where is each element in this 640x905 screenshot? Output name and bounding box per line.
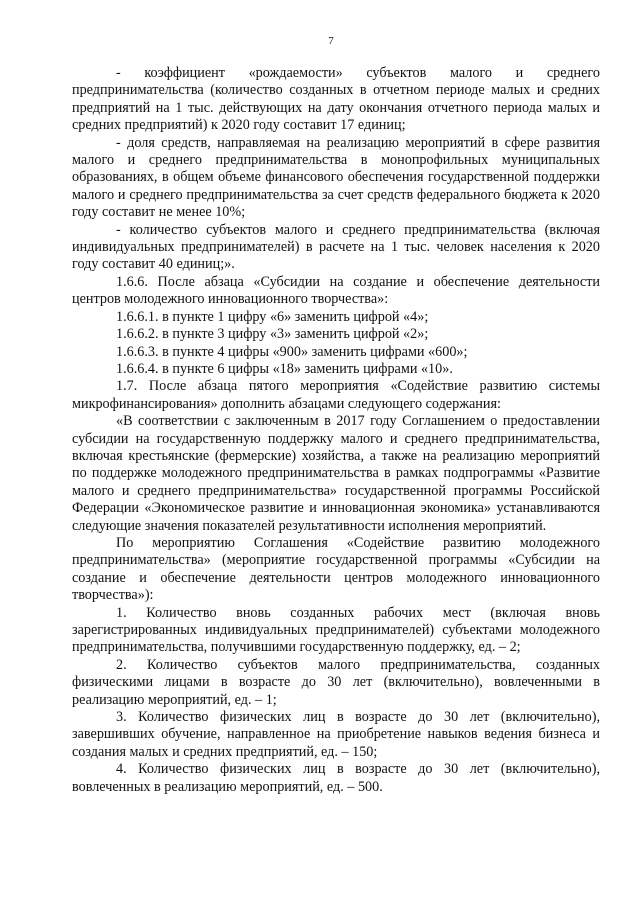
paragraph: 1.6.6.1. в пункте 1 цифру «6» заменить цифрой «4»; [116, 308, 429, 325]
paragraph: По мероприятию Соглашения «Содействие развитию молодежного предпринимательства» (мероприятие государственной программы «Субсидии на создание и обеспечение деятельности центров молодежного инновационного творчества»): [72, 534, 600, 604]
paragraph: 1.6.6.3. в пункте 4 цифры «900» заменить цифрами «600»; [116, 343, 468, 360]
paragraph: 1.7. После абзаца пятого мероприятия «Содействие развитию системы микрофинансирования» дополнить абзацами следующего содержания: [72, 378, 600, 412]
paragraph: 3. Количество физических лиц в возрасте до 30 лет (включительно), завершивших обучение, направленное на приобретение навыков ведения бизнеса и создания малых и средних предприятий, ед. – 150; [72, 709, 600, 760]
paragraph: 1. Количество вновь созданных рабочих мест (включая вновь зарегистрированных индивидуальных предпринимателей) субъектами молодежного предпринимательства, получившими государственную поддержку, ед. – 2; [72, 604, 600, 656]
page-number: 7 [328, 35, 334, 47]
paragraph: 1.6.6.2. в пункте 3 цифру «3» заменить цифрой «2»; [116, 326, 429, 343]
paragraph: 1.6.6.4. в пункте 6 цифры «18» заменить цифрами «10». [116, 360, 453, 377]
paragraph: 1.6.6. После абзаца «Субсидии на создание и обеспечение деятельности центров молодежного инновационного творчества»: [72, 273, 600, 308]
paragraph: 4. Количество физических лиц в возрасте до 30 лет (включительно), вовлеченных в реализацию мероприятий, ед. – 500. [72, 761, 600, 795]
paragraph: «В соответствии с заключенным в 2017 году Соглашением о предоставлении субсидии на государственную поддержку малого и среднего предпринимательства, включая крестьянские (фермерские) хозяйства, а также на реализацию мероприятий по поддержке молодежного предпринимательства в рамках подпрограммы «Развитие малого и среднего предпринимательства» государственной программы Российской Федерации «Экономическое развитие и инновационная экономика» устанавливаются следующие значения показателей результативности исполнения мероприятий. [72, 413, 600, 534]
paragraph: - коэффициент «рождаемости» субъектов малого и среднего предпринимательства (количество созданных в отчетном периоде малых и средних предприятий на 1 тыс. действующих на дату окончания отчетного периода малых и средних предприятий) к 2020 году составит 17 единиц; [72, 65, 600, 134]
paragraph: - доля средств, направляемая на реализацию мероприятий в сфере развития малого и среднего предпринимательства в монопрофильных муниципальных образованиях, в общем объеме финансового обеспечения государственной поддержки малого и среднего предпринимательства за счет средств федерального бюджета к 2020 году составит не менее 10%; [72, 134, 600, 221]
paragraph: - количество субъектов малого и среднего предпринимательства (включая индивидуальных предпринимателей) в расчете на 1 тыс. человек населения к 2020 году составит 40 единиц;». [72, 221, 600, 273]
paragraph: 2. Количество субъектов малого предпринимательства, созданных физическими лицами в возрасте до 30 лет (включительно), вовлеченными в реализацию мероприятий, ед. – 1; [72, 656, 600, 708]
